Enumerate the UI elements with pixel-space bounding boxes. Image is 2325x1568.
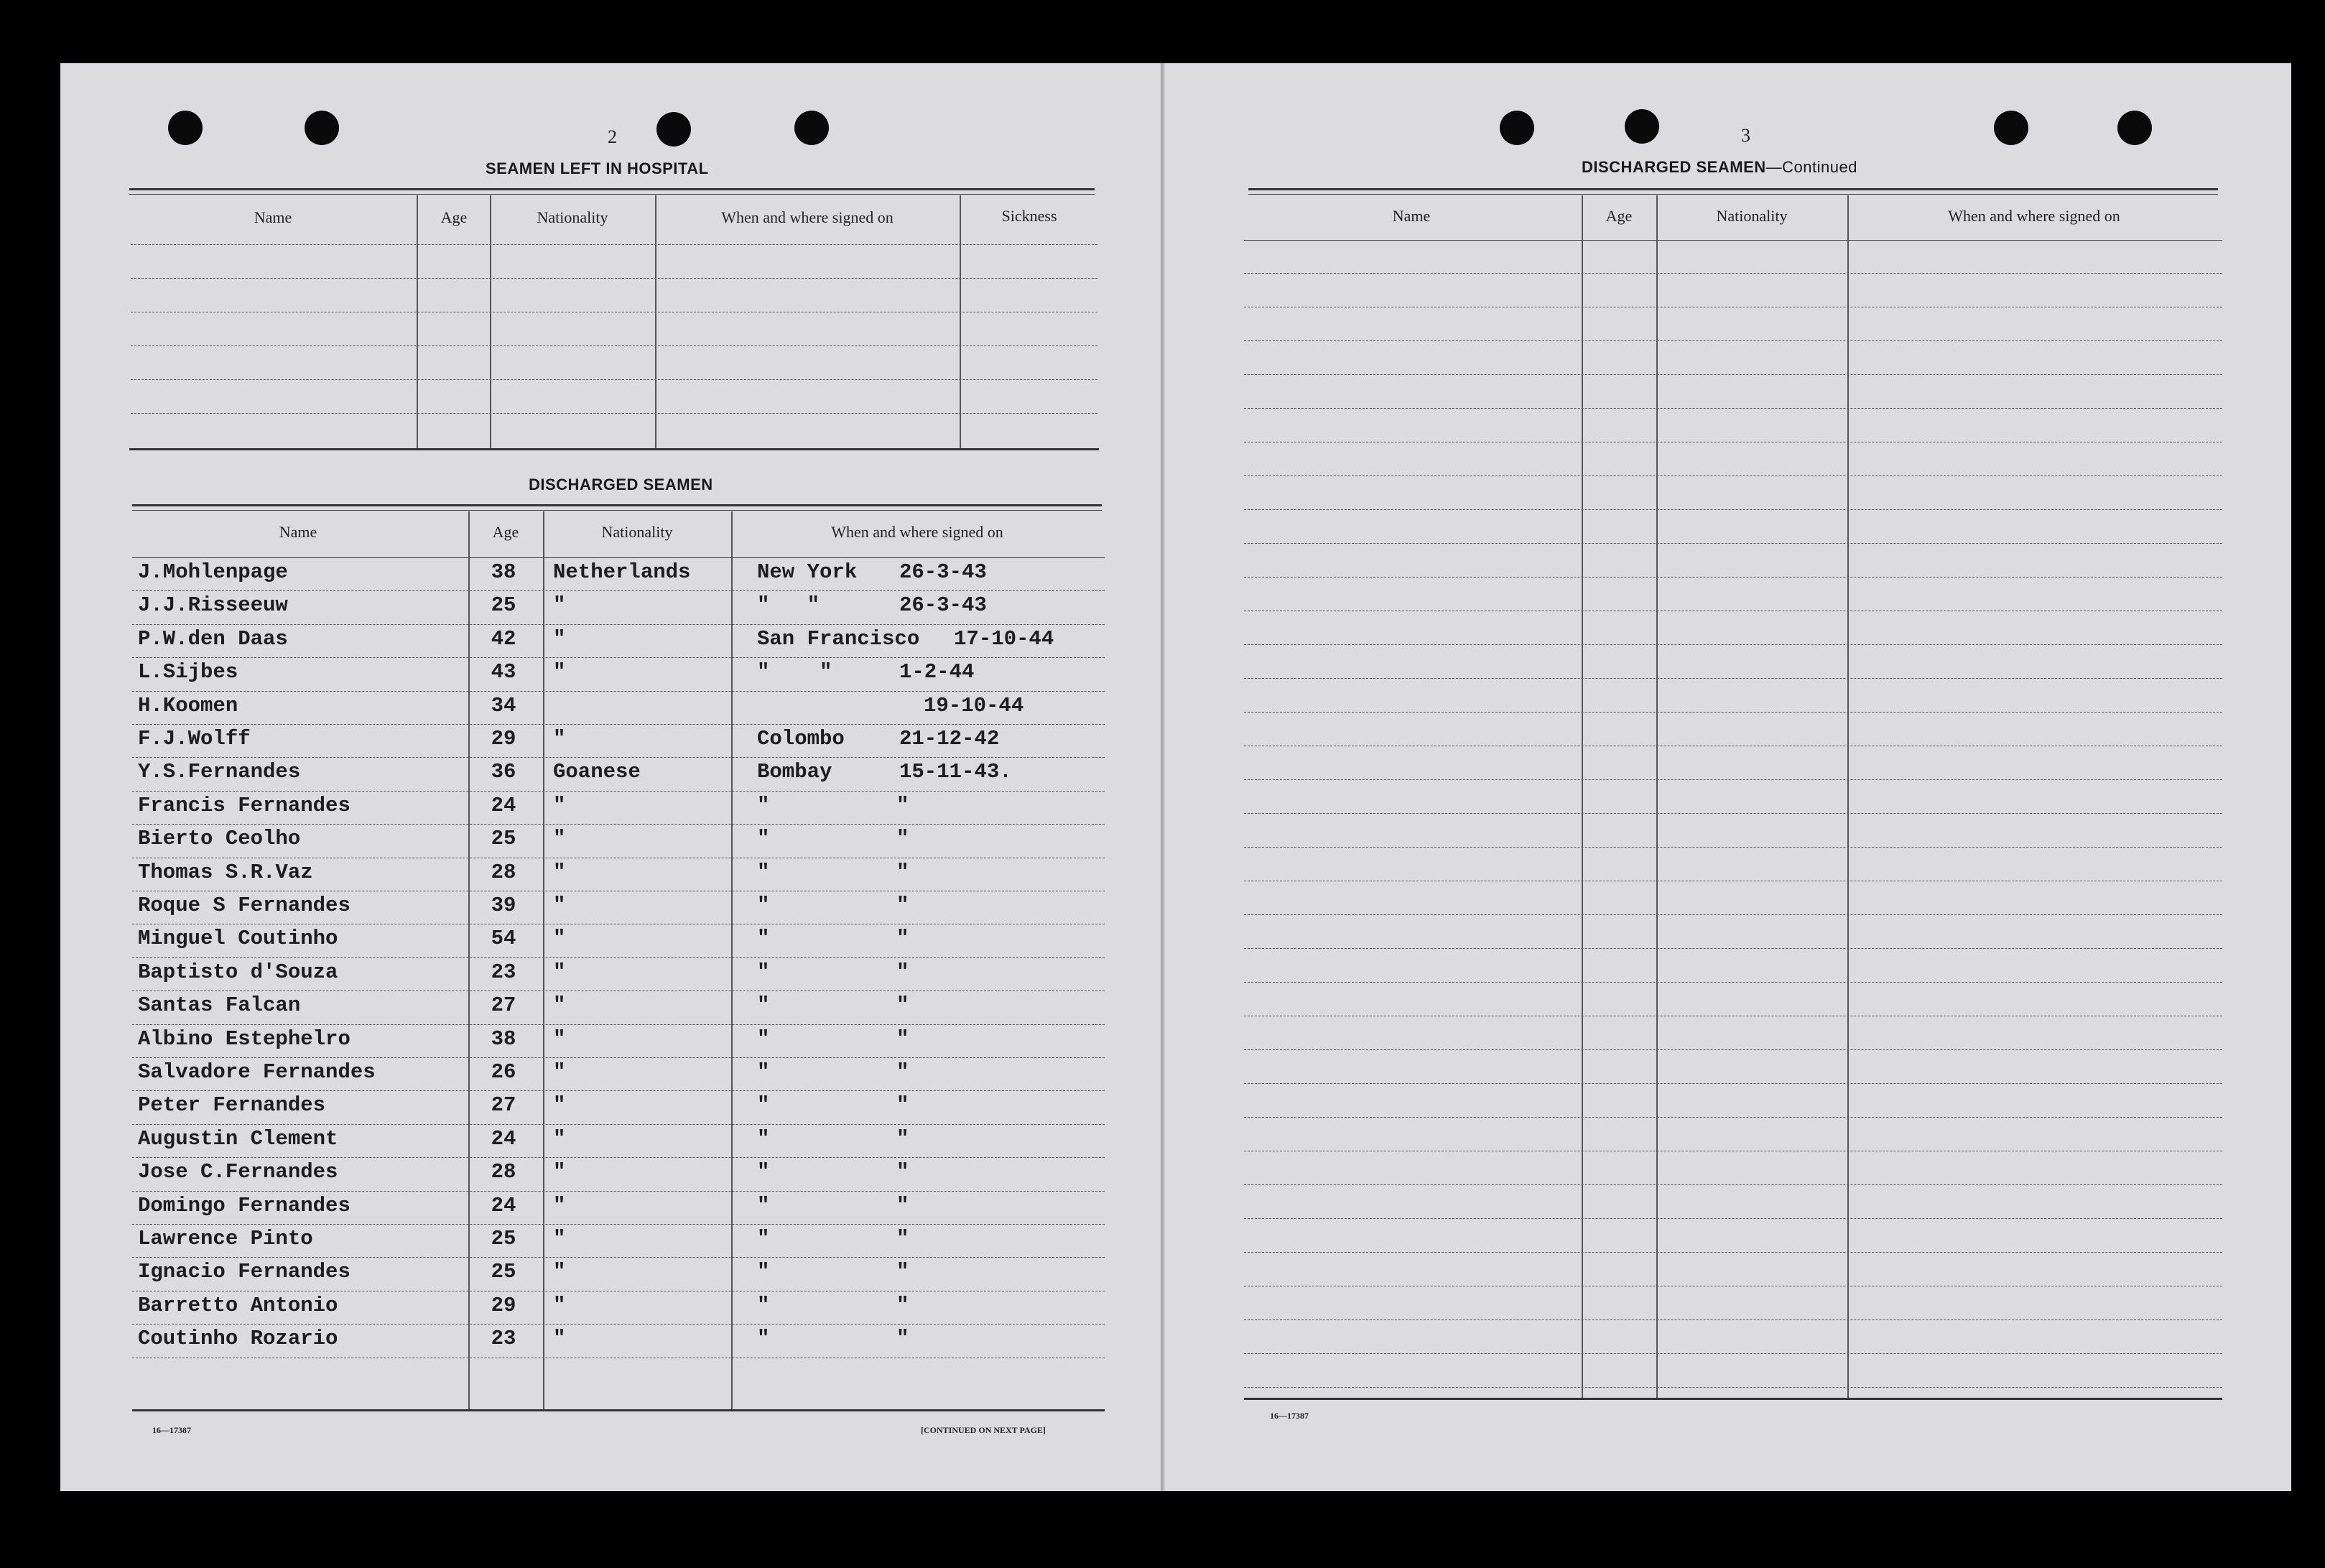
right-page (1161, 63, 2291, 1491)
discharged-col-age: Age (492, 523, 519, 541)
row-divider (132, 1157, 1105, 1158)
row-divider (132, 1024, 1105, 1025)
signed-on-date: " (896, 860, 909, 884)
seaman-nationality: " (553, 1160, 566, 1184)
row-divider (1244, 948, 2222, 949)
seaman-name: Lawrence Pinto (138, 1227, 313, 1251)
row-divider (1244, 1387, 2222, 1388)
signed-on-date: " (896, 927, 909, 951)
seaman-age: 23 (491, 1327, 516, 1351)
hospital-col-signed-on: When and where signed on (721, 208, 894, 226)
seaman-nationality: " (553, 626, 566, 651)
row-divider (132, 824, 1105, 825)
signed-on-date: " (896, 894, 909, 917)
seaman-name: Santas Falcan (138, 993, 301, 1018)
row-divider (131, 278, 1097, 279)
hospital-col-name: Name (254, 208, 292, 226)
row-divider (1244, 982, 2222, 983)
seaman-age: 36 (491, 760, 516, 784)
signed-on-place: " " (757, 593, 820, 618)
seaman-nationality: " (553, 1327, 566, 1351)
seaman-age: 27 (491, 1093, 516, 1118)
footer-form-code-right: 16—17387 (1270, 1411, 1309, 1421)
hospital-section-title: SEAMEN LEFT IN HOSPITAL (486, 159, 709, 177)
seaman-age: 25 (491, 593, 516, 618)
seaman-nationality: " (553, 960, 566, 984)
punch-hole (168, 111, 203, 145)
seaman-name: F.J.Wolff (138, 727, 251, 751)
footer-continued-note: [CONTINUED ON NEXT PAGE] (921, 1425, 1046, 1435)
punch-hole (1994, 111, 2028, 145)
signed-on-date: " (896, 1193, 909, 1217)
seaman-age: 25 (491, 1260, 516, 1284)
discharged-top-rule (132, 504, 1102, 506)
seaman-age: 24 (491, 793, 516, 817)
row-divider (1244, 1184, 2222, 1185)
signed-on-date: " (896, 827, 909, 851)
punch-hole (305, 111, 339, 145)
punch-hole (1625, 109, 1659, 144)
seaman-name: Francis Fernandes (138, 793, 351, 817)
seaman-name: Salvadore Fernandes (138, 1060, 376, 1084)
seaman-nationality: " (553, 894, 566, 917)
signed-on-place: " (757, 927, 770, 951)
signed-on-date: " (896, 1160, 909, 1184)
page-number-left: 2 (608, 126, 617, 147)
right-col-name: Name (1392, 207, 1431, 225)
seaman-age: 23 (491, 960, 516, 984)
seaman-nationality: " (553, 660, 566, 685)
signed-on-place: Bombay (757, 760, 832, 784)
row-divider (1244, 1319, 2222, 1320)
hospital-col-nationality: Nationality (537, 208, 608, 226)
row-divider (132, 1090, 1105, 1091)
header-divider (1244, 240, 2222, 241)
seaman-name: Coutinho Rozario (138, 1327, 338, 1351)
row-divider (132, 957, 1105, 958)
seaman-age: 28 (491, 860, 516, 884)
seaman-nationality: " (553, 1293, 566, 1317)
row-divider (131, 244, 1097, 245)
signed-on-date: " (896, 1093, 909, 1118)
row-divider (1244, 644, 2222, 645)
signed-on-date: 17-10-44 (954, 626, 1054, 651)
column-divider (468, 511, 470, 1409)
signed-on-date: 1-2-44 (899, 660, 975, 685)
signed-on-place: Colombo (757, 727, 845, 751)
signed-on-date: 26-3-43 (899, 560, 987, 584)
seaman-nationality: " (553, 727, 566, 751)
right-section-title: DISCHARGED SEAMEN—Continued (1582, 158, 1857, 176)
punch-hole (656, 112, 691, 147)
signed-on-place: " (757, 1193, 770, 1217)
seaman-age: 24 (491, 1193, 516, 1217)
discharged-col-nationality: Nationality (601, 523, 673, 541)
seaman-name: Ignacio Fernandes (138, 1260, 351, 1284)
row-divider (1244, 475, 2222, 476)
column-divider (1656, 195, 1658, 1398)
row-divider (1244, 779, 2222, 780)
signed-on-place: " (757, 1227, 770, 1251)
punch-hole (794, 111, 829, 145)
signed-on-place: " (757, 1026, 770, 1051)
row-divider (131, 345, 1097, 346)
seaman-name: J.Mohlenpage (138, 560, 288, 584)
signed-on-place: " (757, 894, 770, 917)
seaman-nationality: Netherlands (553, 560, 691, 584)
discharged-section-title: DISCHARGED SEAMEN (529, 475, 713, 493)
signed-on-place: " " (757, 660, 832, 685)
discharged-col-name: Name (279, 523, 317, 541)
seaman-name: Minguel Coutinho (138, 927, 338, 951)
row-divider (131, 413, 1097, 414)
seaman-age: 43 (491, 660, 516, 685)
row-divider (132, 1124, 1105, 1125)
row-divider (1244, 712, 2222, 713)
seaman-age: 26 (491, 1060, 516, 1084)
seaman-nationality: Goanese (553, 760, 641, 784)
seaman-nationality: " (553, 1026, 566, 1051)
signed-on-date: 19-10-44 (924, 693, 1024, 718)
hospital-col-sickness: Sickness (1001, 207, 1057, 225)
right-top-rule (1248, 188, 2218, 190)
row-divider (1244, 1083, 2222, 1084)
signed-on-place: " (757, 1126, 770, 1151)
hospital-col-age: Age (440, 208, 468, 226)
seaman-name: P.W.den Daas (138, 626, 288, 651)
signed-on-date: 26-3-43 (899, 593, 987, 618)
right-col-nationality: Nationality (1716, 207, 1788, 225)
column-divider (417, 195, 418, 448)
signed-on-date: " (896, 960, 909, 984)
hospital-bottom-rule (129, 448, 1099, 450)
row-divider (132, 1057, 1105, 1058)
seaman-name: Peter Fernandes (138, 1093, 326, 1118)
seaman-nationality: " (553, 593, 566, 618)
row-divider (132, 1191, 1105, 1192)
seaman-age: 42 (491, 626, 516, 651)
signed-on-place: New York (757, 560, 858, 584)
signed-on-date: " (896, 993, 909, 1018)
row-divider (1244, 678, 2222, 679)
hospital-top-rule-thin (129, 194, 1095, 195)
discharged-col-signed-on: When and where signed on (831, 523, 1003, 541)
right-bottom-rule (1244, 1398, 2222, 1400)
seaman-name: Augustin Clement (138, 1126, 338, 1151)
row-divider (1244, 1218, 2222, 1219)
signed-on-place: " (757, 827, 770, 851)
seaman-name: Domingo Fernandes (138, 1193, 351, 1217)
hospital-top-rule (129, 188, 1095, 190)
seaman-nationality: " (553, 1126, 566, 1151)
seaman-age: 25 (491, 827, 516, 851)
seaman-nationality: " (553, 860, 566, 884)
seaman-nationality: " (553, 927, 566, 951)
right-col-age: Age (1605, 207, 1633, 225)
row-divider (132, 791, 1105, 792)
signed-on-date: 21-12-42 (899, 727, 1000, 751)
seaman-age: 25 (491, 1227, 516, 1251)
row-divider (1244, 914, 2222, 915)
seaman-nationality: " (553, 1260, 566, 1284)
row-divider (1244, 1252, 2222, 1253)
signed-on-date: " (896, 793, 909, 817)
row-divider (132, 691, 1105, 692)
signed-on-date: " (896, 1026, 909, 1051)
signed-on-date: " (896, 1126, 909, 1151)
signed-on-place: " (757, 1060, 770, 1084)
page-fold (1161, 63, 1165, 1491)
seaman-name: Barretto Antonio (138, 1293, 338, 1317)
seaman-age: 38 (491, 1026, 516, 1051)
punch-hole (2117, 111, 2152, 145)
seaman-age: 39 (491, 894, 516, 917)
seaman-nationality: " (553, 1093, 566, 1118)
seaman-name: H.Koomen (138, 693, 238, 718)
column-divider (960, 195, 961, 448)
column-divider (1847, 195, 1849, 1398)
row-divider (1244, 374, 2222, 375)
seaman-name: Bierto Ceolho (138, 827, 301, 851)
seaman-nationality: " (553, 793, 566, 817)
seaman-nationality: " (553, 1060, 566, 1084)
signed-on-place: " (757, 1327, 770, 1351)
punch-hole (1500, 111, 1534, 145)
seaman-age: 29 (491, 727, 516, 751)
signed-on-date: 15-11-43. (899, 760, 1012, 784)
signed-on-place: San Francisco (757, 626, 920, 651)
row-divider (1244, 340, 2222, 341)
column-divider (1582, 195, 1583, 1398)
signed-on-date: " (896, 1293, 909, 1317)
discharged-bottom-rule (132, 1409, 1105, 1411)
seaman-name: Jose C.Fernandes (138, 1160, 338, 1184)
signed-on-date: " (896, 1327, 909, 1351)
signed-on-place: " (757, 1293, 770, 1317)
signed-on-date: " (896, 1227, 909, 1251)
seaman-nationality: " (553, 1227, 566, 1251)
row-divider (1244, 847, 2222, 848)
seaman-name: Roque S Fernandes (138, 894, 351, 917)
seaman-age: 38 (491, 560, 516, 584)
row-divider (132, 724, 1105, 725)
seaman-name: J.J.Risseeuw (138, 593, 288, 618)
seaman-nationality: " (553, 827, 566, 851)
seaman-name: Y.S.Fernandes (138, 760, 301, 784)
row-divider (1244, 1049, 2222, 1050)
signed-on-place: " (757, 960, 770, 984)
seaman-nationality: " (553, 1193, 566, 1217)
row-divider (1244, 408, 2222, 409)
row-divider (132, 590, 1105, 591)
column-divider (731, 511, 733, 1409)
signed-on-place: " (757, 993, 770, 1018)
seaman-nationality: " (553, 993, 566, 1018)
right-top-rule-thin (1248, 194, 2218, 195)
seaman-age: 29 (491, 1293, 516, 1317)
right-col-signed-on: When and where signed on (1948, 207, 2120, 225)
signed-on-date: " (896, 1260, 909, 1284)
seaman-age: 54 (491, 927, 516, 951)
seaman-name: Baptisto d'Souza (138, 960, 338, 984)
row-divider (132, 1224, 1105, 1225)
row-divider (1244, 543, 2222, 544)
seaman-age: 34 (491, 693, 516, 718)
footer-form-code-left: 16—17387 (152, 1425, 191, 1435)
row-divider (132, 757, 1105, 758)
seaman-age: 24 (491, 1126, 516, 1151)
row-divider (1244, 813, 2222, 814)
row-divider (132, 1324, 1105, 1325)
seaman-name: Thomas S.R.Vaz (138, 860, 313, 884)
signed-on-place: " (757, 1260, 770, 1284)
column-divider (543, 511, 544, 1409)
row-divider (1244, 509, 2222, 510)
row-divider (131, 379, 1097, 380)
seaman-name: L.Sijbes (138, 660, 238, 685)
header-divider (132, 557, 1105, 558)
seaman-age: 28 (491, 1160, 516, 1184)
discharged-top-rule-thin (132, 510, 1102, 511)
signed-on-place: " (757, 860, 770, 884)
page-number-right: 3 (1741, 125, 1750, 146)
signed-on-place: " (757, 1093, 770, 1118)
seaman-name: Albino Estephelro (138, 1026, 351, 1051)
signed-on-place: " (757, 1160, 770, 1184)
signed-on-date: " (896, 1060, 909, 1084)
row-divider (1244, 1117, 2222, 1118)
row-divider (132, 657, 1105, 658)
seaman-age: 27 (491, 993, 516, 1018)
row-divider (132, 624, 1105, 625)
signed-on-place: " (757, 793, 770, 817)
row-divider (132, 1257, 1105, 1258)
row-divider (1244, 1353, 2222, 1354)
row-divider (1244, 273, 2222, 274)
column-divider (655, 195, 656, 448)
column-divider (490, 195, 491, 448)
